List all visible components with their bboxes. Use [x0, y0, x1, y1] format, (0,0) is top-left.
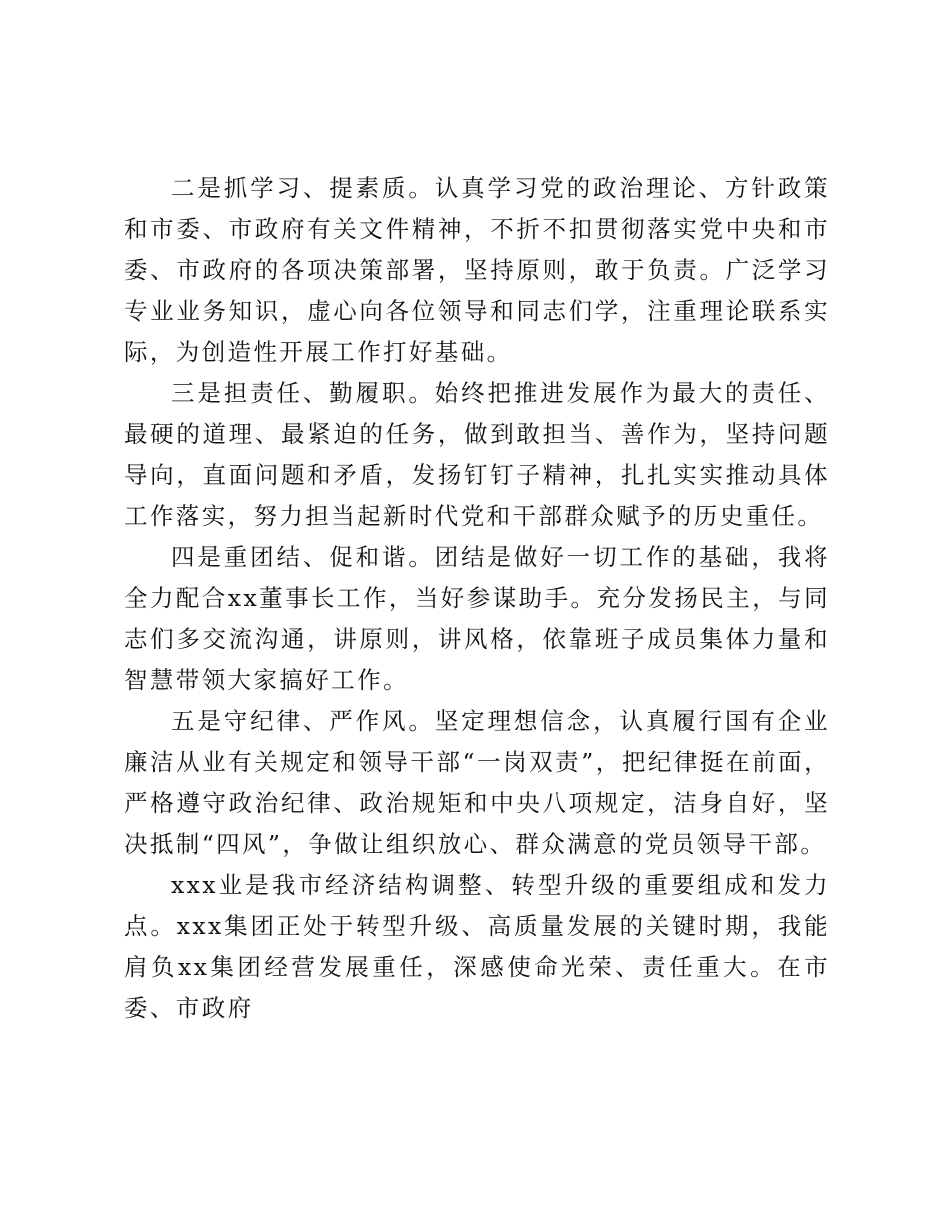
paragraph-responsibility: 三是担责任、勤履职。始终把推进发展作为最大的责任、最硬的道理、最紧迫的任务，做到敢担当、善作为，坚持问题导向，直面问题和矛盾，发扬钉钉子精神，扎扎实实推动具体工作落实，努力担当起新时代党和干部群众赋予的历史重任。 — [124, 379, 830, 530]
paragraph-unity: 四是重团结、促和谐。团结是做好一切工作的基础，我将全力配合xx董事长工作，当好参谋助手。充分发扬民主，与同志们多交流沟通，讲原则，讲风格，依靠班子成员集体力量和智慧带领大家搞好工作。 — [124, 543, 830, 694]
paragraph-discipline: 五是守纪律、严作风。坚定理想信念，认真履行国有企业廉洁从业有关规定和领导干部“一岗双责”，把纪律挺在前面，严格遵守政治纪律、政治规矩和中央八项规定，洁身自好，坚决抵制“四风”，争做让组织放心、群众满意的党员领导干部。 — [124, 707, 830, 858]
paragraph-study: 二是抓学习、提素质。认真学习党的政治理论、方针政策和市委、市政府有关文件精神，不折不扣贯彻落实党中央和市委、市政府的各项决策部署，坚持原则，敢于负责。广泛学习专业业务知识，虚心向各位领导和同志们学，注重理论联系实际，为创造性开展工作打好基础。 — [124, 174, 830, 366]
paragraph-industry: xxx业是我市经济结构调整、转型升级的重要组成和发力点。xxx集团正处于转型升级、高质量发展的关键时期，我能肩负xx集团经营发展重任，深感使命光荣、责任重大。在市委、市政府 — [124, 871, 830, 1022]
document-body — [124, 168, 830, 1029]
